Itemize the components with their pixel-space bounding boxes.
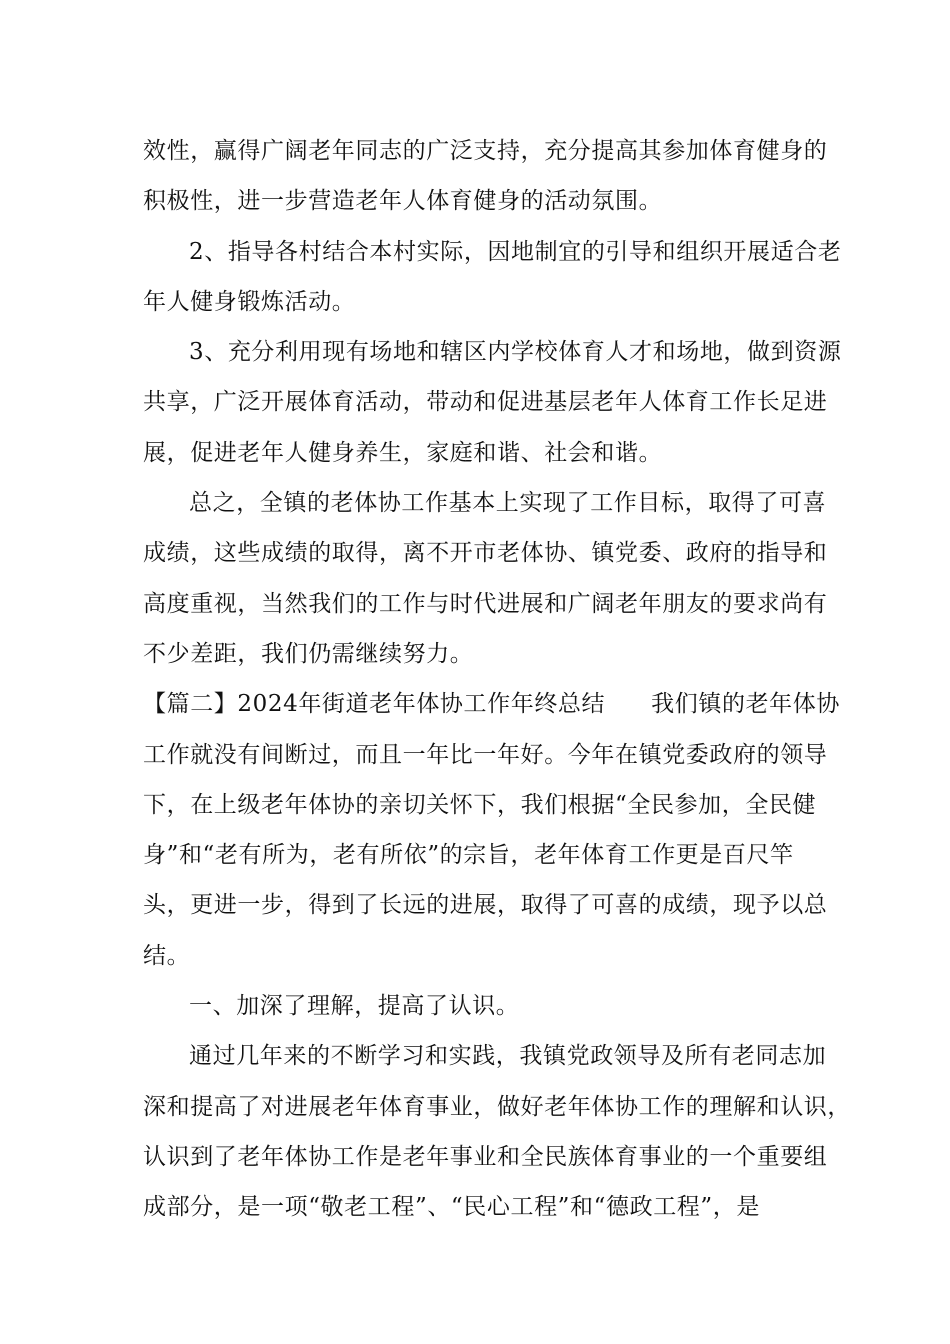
- text-line: 通过几年来的不断学习和实践，我镇党政领导及所有老同志加: [189, 1043, 827, 1070]
- text-line: 高度重视，当然我们的工作与时代进展和广阔老年朋友的要求尚有: [143, 590, 828, 617]
- text-line: 总之，全镇的老体协工作基本上实现了工作目标，取得了可喜: [189, 490, 827, 517]
- text-line: 头，更进一步，得到了长远的进展，取得了可喜的成绩，现予以总: [143, 892, 828, 919]
- text-line: 不少差距，我们仍需继续努力。: [143, 640, 474, 667]
- text-line: 展，促进老年人健身养生，家庭和谐、社会和谐。: [143, 439, 663, 466]
- text-line: 成绩，这些成绩的取得，离不开市老体协、镇党委、政府的指导和: [143, 540, 828, 567]
- text-line: 成部分，是一项“敬老工程”、“民心工程”和“德政工程”，是: [143, 1194, 760, 1221]
- text-line: 效性，赢得广阔老年同志的广泛支持，充分提高其参加体育健身的: [143, 138, 828, 164]
- text-line: 3、充分利用现有场地和辖区内学校体育人才和场地，做到资源: [189, 339, 842, 366]
- section-heading: 【篇二】2024年街道老年体协工作年终总结: [143, 691, 606, 718]
- text-line: 身”和“老有所为，老有所依”的宗旨，老年体育工作更是百尺竿: [143, 842, 794, 869]
- section-heading-continuation: 我们镇的老年体协: [651, 691, 840, 718]
- text-line: 2、指导各村结合本村实际，因地制宜的引导和组织开展适合老: [189, 238, 842, 265]
- text-line: 下，在上级老年体协的亲切关怀下，我们根据“全民参加，全民健: [143, 791, 817, 818]
- text-line: 积极性，进一步营造老年人体育健身的活动氛围。: [143, 188, 663, 215]
- text-line: 年人健身锻炼活动。: [143, 288, 356, 315]
- text-line: 共享，广泛开展体育活动，带动和促进基层老年人体育工作长足进: [143, 389, 828, 416]
- section-heading-line: [143, 679, 840, 729]
- text-line: 深和提高了对进展老年体育事业，做好老年体协工作的理解和认识，: [143, 1093, 851, 1120]
- text-line: 认识到了老年体协工作是老年事业和全民族体育事业的一个重要组: [143, 1143, 828, 1170]
- text-line: 一、加深了理解，提高了认识。: [189, 993, 520, 1020]
- text-line: 工作就没有间断过，而且一年比一年好。今年在镇党委政府的领导: [143, 741, 828, 768]
- document-body: [143, 126, 851, 1233]
- text-line: 结。: [143, 942, 191, 969]
